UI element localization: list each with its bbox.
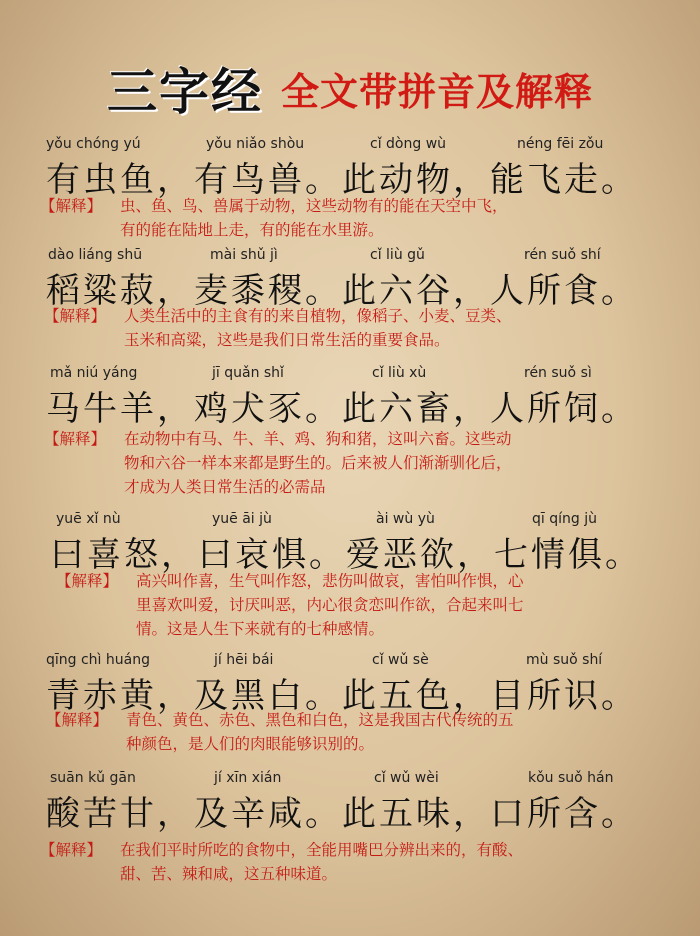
pinyin-4a: yuē xǐ nù	[56, 511, 121, 527]
pinyin-6c: cǐ wǔ wèi	[374, 770, 439, 786]
explanation-4-line-3: 情。这是人生下来就有的七种感情。	[136, 620, 385, 638]
explanation-2-line-1: 人类生活中的主食有的来自植物，像稻子、小麦、豆类、	[124, 307, 512, 325]
explanation-5-line-1: 青色、黄色、赤色、黑色和白色，这是我国古代传统的五	[126, 711, 514, 729]
pinyin-3c: cǐ liù xù	[372, 365, 427, 381]
verse-text-5: 青赤黄，及黑白。此五色，目所识。	[46, 676, 638, 716]
explanation-tag-1: 【解释】	[40, 197, 103, 215]
pinyin-3a: mǎ niú yáng	[50, 365, 138, 381]
pinyin-1d: néng fēi zǒu	[517, 136, 604, 152]
explanation-3-line-1: 在动物中有马、牛、羊、鸡、狗和猪，这叫六畜。这些动	[124, 430, 512, 448]
pinyin-3b: jī quǎn shǐ	[212, 365, 284, 381]
verse-5	[0, 652, 700, 762]
pinyin-5d: mù suǒ shí	[526, 652, 603, 668]
verse-text-3: 马牛羊，鸡犬豕。此六畜，人所饲。	[46, 389, 638, 429]
explanation-tag-4: 【解释】	[56, 572, 119, 590]
pinyin-2c: cǐ liù gǔ	[370, 247, 425, 263]
verse-6	[0, 770, 700, 900]
pinyin-4c: ài wù yù	[376, 511, 435, 527]
title-main: 三字经	[106, 63, 263, 121]
explanation-tag-3: 【解释】	[44, 430, 107, 448]
verse-4	[0, 511, 700, 651]
verse-text-2: 稻粱菽，麦黍稷。此六谷，人所食。	[46, 271, 638, 311]
pinyin-6b: jí xīn xián	[214, 770, 282, 786]
pinyin-2d: rén suǒ shí	[524, 247, 601, 263]
pinyin-4b: yuē āi jù	[212, 511, 272, 527]
explanation-6-line-1: 在我们平时所吃的食物中，全能用嘴巴分辨出来的，有酸、	[120, 841, 524, 859]
verse-text-6: 酸苦甘，及辛咸。此五味，口所含。	[46, 794, 638, 834]
explanation-4-line-1: 高兴叫作喜，生气叫作怒，悲伤叫做哀，害怕叫作惧，心	[136, 572, 524, 590]
pinyin-6a: suān kǔ gān	[50, 770, 136, 786]
pinyin-5c: cǐ wǔ sè	[372, 652, 429, 668]
explanation-4-line-2: 里喜欢叫爱，讨厌叫恶，内心很贪恋叫作欲，合起来叫七	[136, 596, 524, 614]
pinyin-2b: mài shǔ jì	[210, 247, 278, 263]
explanation-5-line-2: 种颜色，是人们的肉眼能够识别的。	[126, 735, 375, 753]
explanation-tag-5: 【解释】	[46, 711, 109, 729]
pinyin-1c: cǐ dòng wù	[370, 136, 447, 152]
pinyin-1b: yǒu niǎo shòu	[206, 136, 305, 152]
pinyin-1a: yǒu chóng yú	[46, 136, 141, 152]
explanation-1-line-1: 虫、鱼、鸟、兽属于动物，这些动物有的能在天空中飞，	[120, 197, 508, 215]
explanation-tag-6: 【解释】	[40, 841, 103, 859]
pinyin-6d: kǒu suǒ hán	[528, 770, 614, 786]
verse-1	[0, 136, 700, 246]
pinyin-5b: jí hēi bái	[214, 652, 274, 668]
explanation-2-line-2: 玉米和高粱，这些是我们日常生活的重要食品。	[124, 331, 450, 349]
pinyin-5a: qīng chì huáng	[46, 652, 150, 668]
explanation-6-line-2: 甜、苦、辣和咸，这五种味道。	[120, 865, 338, 883]
explanation-1-line-2: 有的能在陆地上走，有的能在水里游。	[120, 221, 384, 239]
explanation-tag-2: 【解释】	[44, 307, 107, 325]
title	[0, 52, 700, 124]
verse-text-1: 有虫鱼，有鸟兽。此动物，能飞走。	[46, 160, 638, 200]
pinyin-2a: dào liáng shū	[48, 247, 143, 263]
explanation-3-line-3: 才成为人类日常生活的必需品	[124, 478, 326, 496]
verse-3	[0, 365, 700, 505]
pinyin-4d: qī qíng jù	[532, 511, 597, 527]
verse-2	[0, 247, 700, 357]
pinyin-3d: rén suǒ sì	[524, 365, 592, 381]
title-subtitle: 全文带拼音及解释	[280, 69, 593, 114]
explanation-3-line-2: 物和六谷一样本来都是野生的。后来被人们渐渐驯化后，	[124, 454, 512, 472]
verse-text-4: 曰喜怒，曰哀惧。爱恶欲，七情俱。	[50, 535, 642, 575]
